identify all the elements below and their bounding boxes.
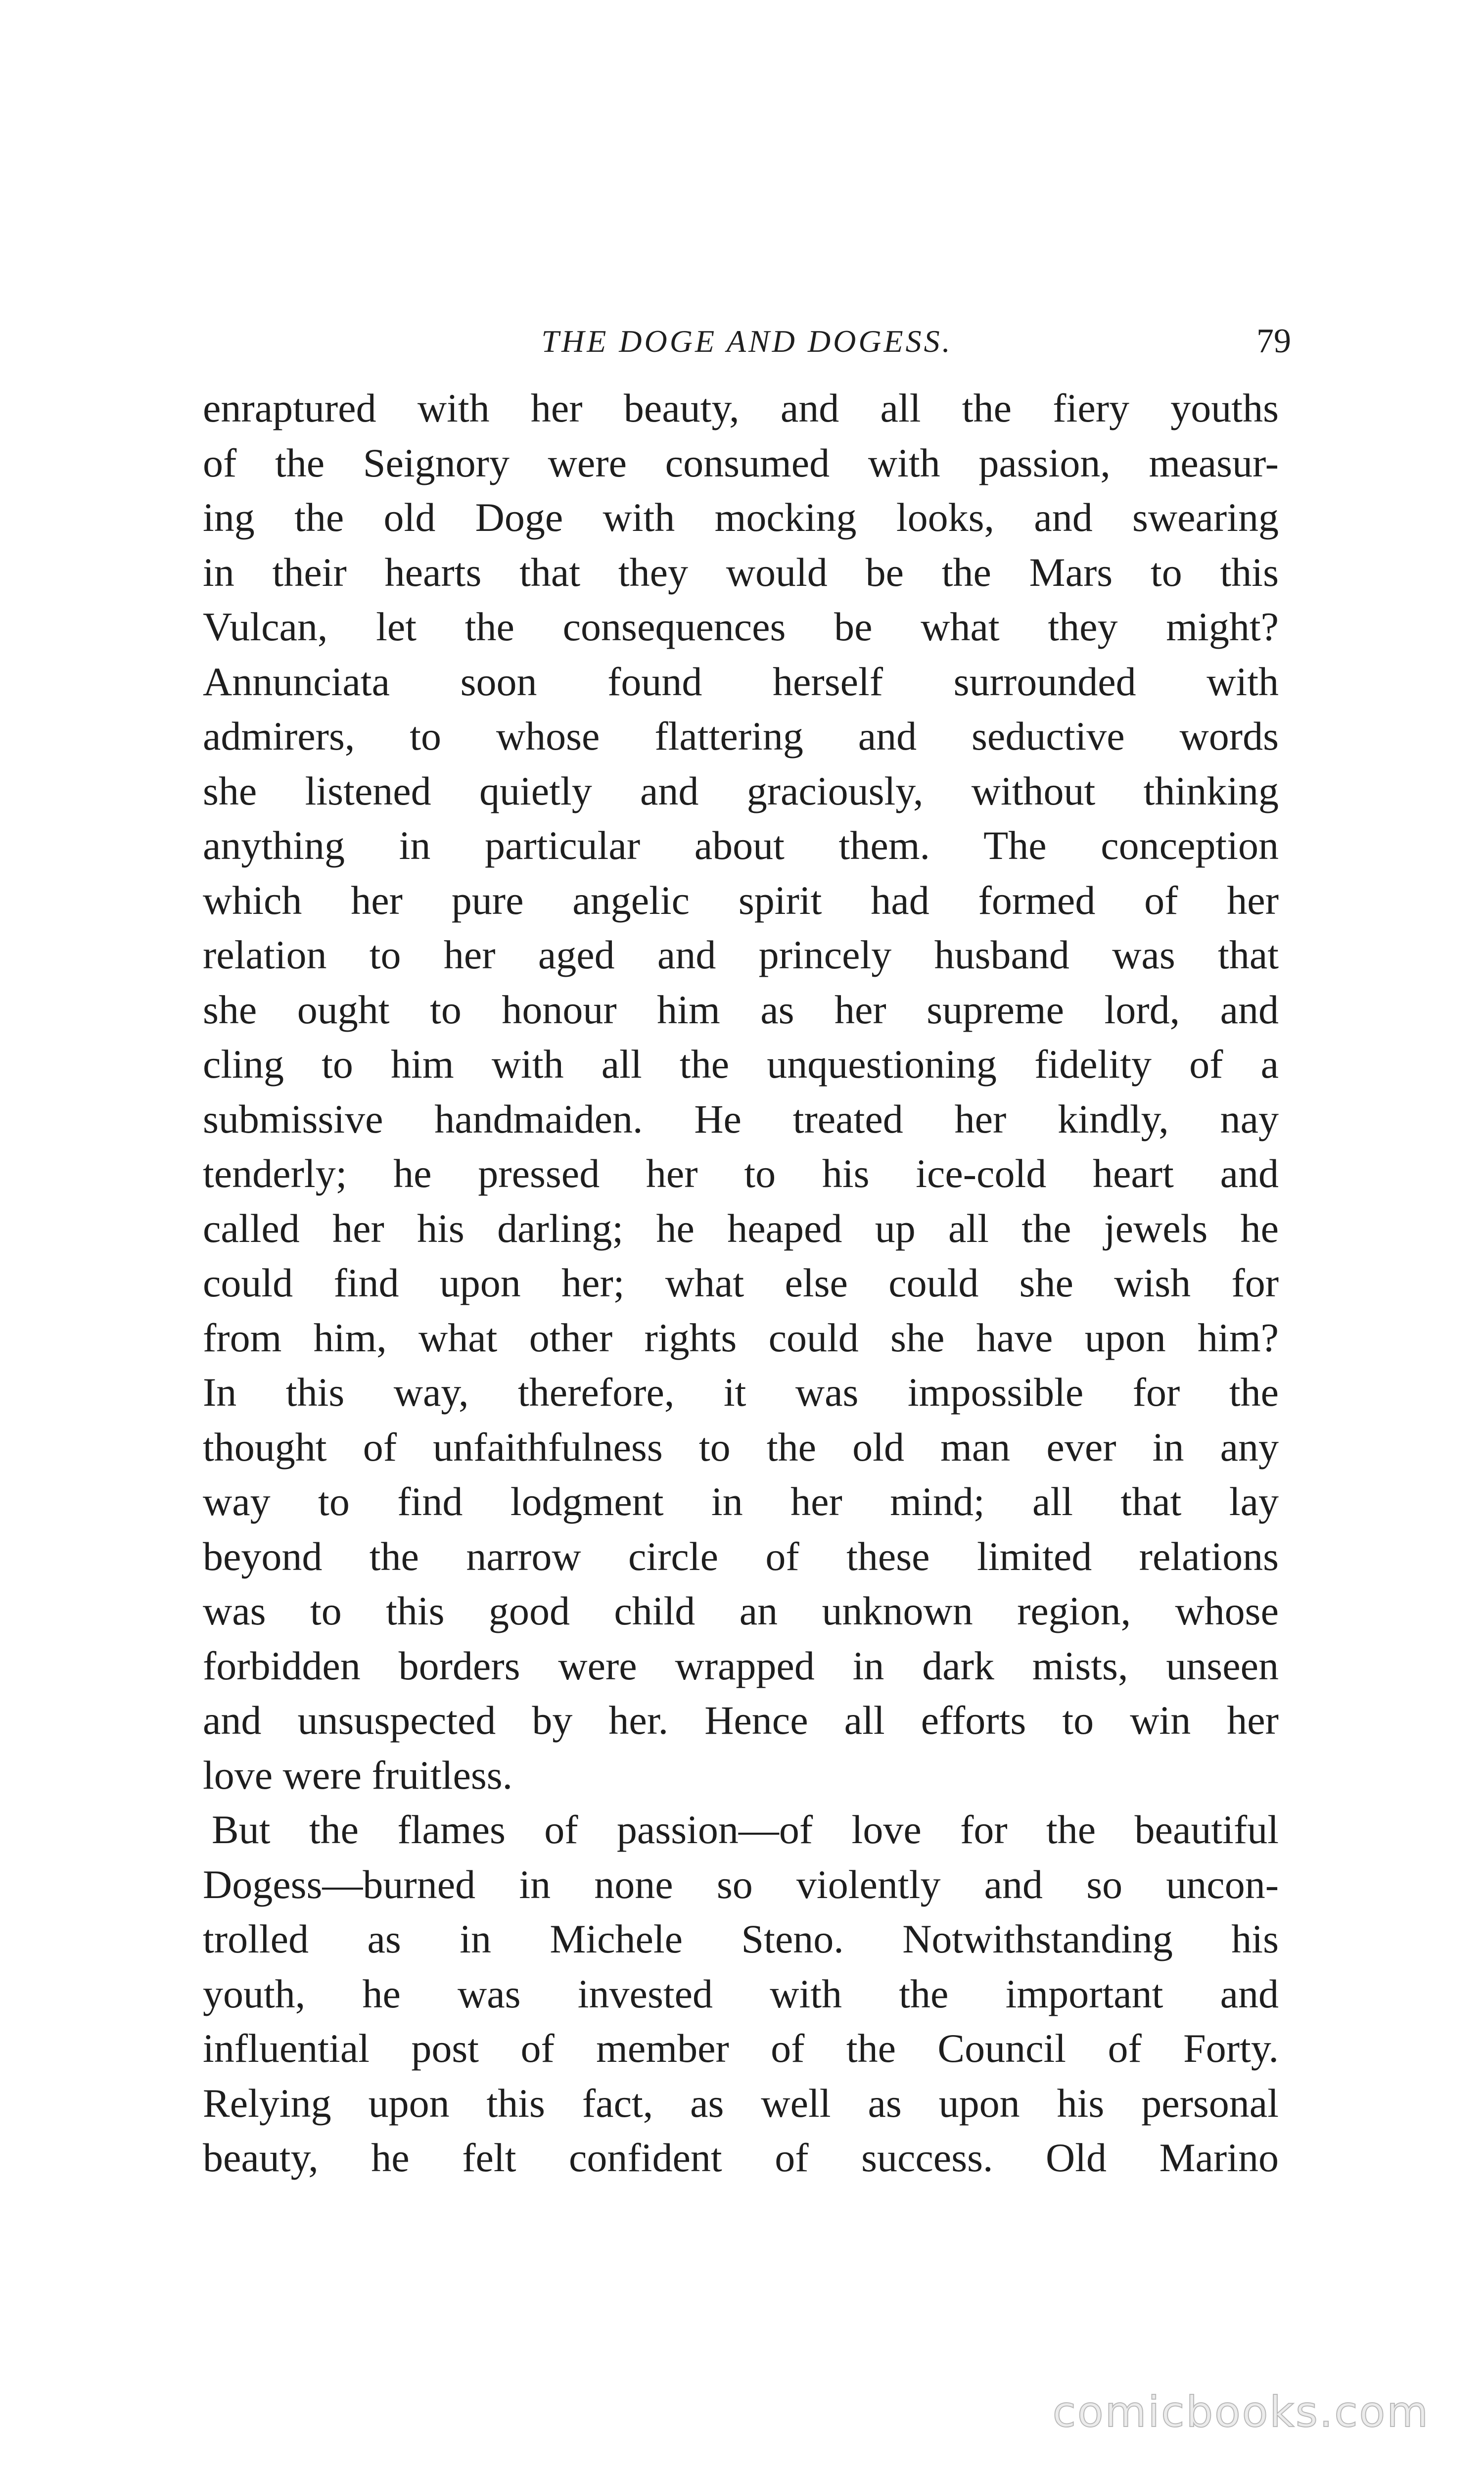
text-line: ing the old Doge with mocking looks, and swearing <box>203 495 1279 540</box>
text-line: cling to him with all the unquestioning fidelity of a <box>203 1042 1279 1087</box>
text-line: In this way, therefore, it was impossible for the <box>203 1370 1279 1415</box>
text-line: tenderly; he pressed her to his ice-cold heart and <box>203 1151 1279 1196</box>
text-line: Relying upon this fact, as well as upon his personal <box>203 2080 1279 2126</box>
running-head <box>203 317 1291 366</box>
text-line: Vulcan, let the consequences be what they might? <box>203 604 1279 649</box>
watermark: comicbooks.com <box>1052 2387 1430 2437</box>
text-line: forbidden borders were wrapped in dark mists, unseen <box>203 1643 1279 1688</box>
text-line: trolled as in Michele Steno. Notwithstanding his <box>203 1916 1279 1961</box>
text-line: beauty, he felt confident of success. Old Marino <box>203 2135 1279 2180</box>
text-line: Dogess—burned in none so violently and so uncon- <box>203 1861 1279 1907</box>
text-line: called her his darling; he heaped up all the jewels he <box>203 1205 1279 1251</box>
text-line: enraptured with her beauty, and all the fiery youths <box>203 385 1279 430</box>
text-line: way to find lodgment in her mind; all that lay <box>203 1479 1279 1524</box>
text-line: she ought to honour him as her supreme lord, and <box>203 987 1279 1032</box>
paragraph-end-line: love were fruitless. <box>203 1752 513 1798</box>
page-number: 79 <box>1256 322 1291 360</box>
text-line: influential post of member of the Council of Forty. <box>203 2026 1279 2071</box>
text-line: of the Seignory were consumed with passion, measur- <box>203 440 1279 485</box>
text-line: she listened quietly and graciously, without thinking <box>203 768 1279 813</box>
text-line: in their hearts that they would be the Mars to this <box>203 549 1279 595</box>
text-line: which her pure angelic spirit had formed of her <box>203 877 1279 923</box>
body-text <box>203 381 1279 2186</box>
text-line: beyond the narrow circle of these limited relations <box>203 1533 1279 1579</box>
text-line: Annunciata soon found herself surrounded with <box>203 659 1279 704</box>
text-line: and unsuspected by her. Hence all efforts to win her <box>203 1698 1279 1743</box>
text-line: was to this good child an unknown region, whose <box>203 1588 1279 1633</box>
running-title: THE DOGE AND DOGESS. <box>541 324 953 359</box>
text-line: anything in particular about them. The conception <box>203 823 1279 868</box>
text-line: thought of unfaithfulness to the old man ever in any <box>203 1424 1279 1470</box>
text-line: submissive handmaiden. He treated her kindly, nay <box>203 1096 1279 1142</box>
text-line: could find upon her; what else could she wish for <box>203 1260 1279 1305</box>
paragraph-start-line: But the flames of passion—of love for the beautiful <box>212 1807 1279 1852</box>
text-line: from him, what other rights could she have upon him? <box>203 1315 1279 1360</box>
text-line: youth, he was invested with the important and <box>203 1971 1279 2016</box>
text-line: admirers, to whose flattering and seductive words <box>203 714 1279 759</box>
text-line: relation to her aged and princely husband was that <box>203 932 1279 977</box>
